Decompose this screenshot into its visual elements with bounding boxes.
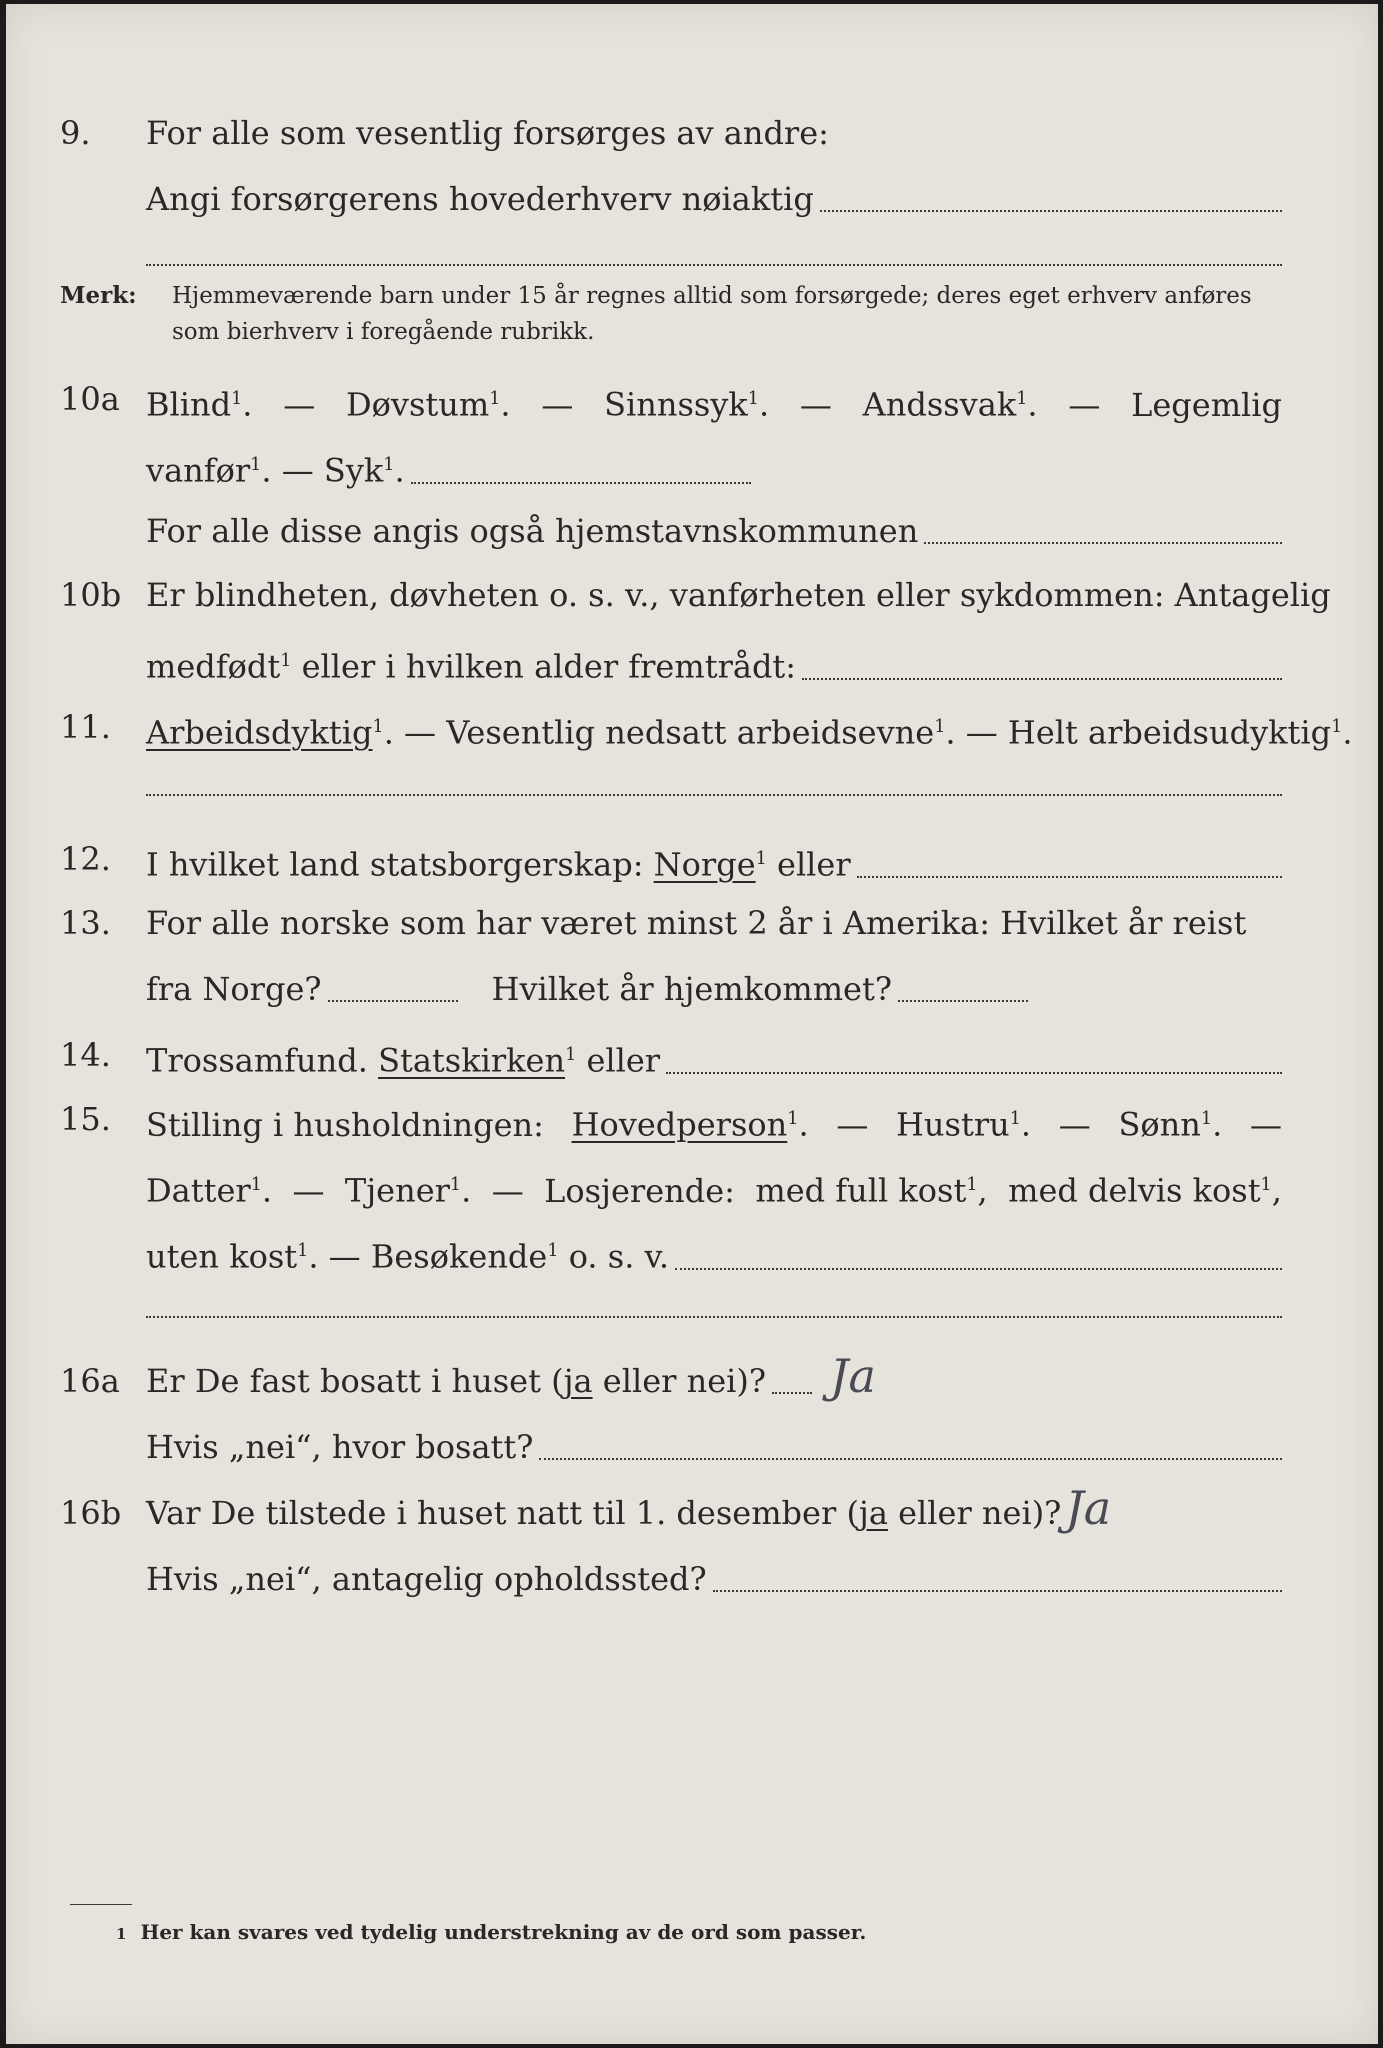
footnote-text: Her kan svares ved tydelig understrekning av de ord som passer. bbox=[140, 1920, 867, 1944]
footnote-rule bbox=[70, 1904, 132, 1905]
q10a-row-2: vanfør$^1$. — Syk$^1$. bbox=[6, 440, 1378, 490]
option-sonn[interactable]: Sønn bbox=[1118, 1105, 1201, 1144]
q10b-row bbox=[6, 570, 1378, 620]
q9-row bbox=[6, 108, 1378, 158]
option-medfodt[interactable]: medfødt bbox=[146, 647, 281, 686]
q11-separator bbox=[146, 794, 1282, 796]
q16b-question-pre: Var De tilstede i huset natt til 1. desember ( bbox=[146, 1494, 859, 1532]
option-hovedperson[interactable]: Hovedperson bbox=[571, 1105, 788, 1144]
q15-question: Stilling i husholdningen: bbox=[146, 1105, 544, 1144]
q16a-question-pre: Er De fast bosatt i huset ( bbox=[146, 1362, 564, 1400]
q14-religion-field[interactable] bbox=[666, 1072, 1282, 1074]
merk-text: Hjemmeværende barn under 15 år regnes alltid som forsørgede; deres eget erhverv anføres som bierhverv i foregående rubrikk. bbox=[172, 283, 1252, 345]
q15-separator bbox=[146, 1316, 1282, 1318]
q14-row: 14. Trossamfund. Statskirken$^1$ eller bbox=[6, 1030, 1378, 1080]
option-legemlig[interactable]: Legemlig bbox=[1131, 385, 1282, 424]
q9-answer-field[interactable] bbox=[820, 210, 1282, 212]
q10b-question-2: eller i hvilken alder fremtrådt: bbox=[301, 647, 797, 686]
q11-number: 11. bbox=[60, 708, 111, 746]
q16a-question-post: eller nei)? bbox=[592, 1362, 767, 1400]
q16b-handwritten-answer[interactable]: Ja bbox=[1065, 1481, 1112, 1535]
q12-country-field[interactable] bbox=[857, 876, 1282, 878]
option-arbeidsdyktig[interactable]: Arbeidsdyktig bbox=[146, 713, 373, 752]
q11-row: 11. Arbeidsdyktig$^1$. — Vesentlig nedsatt arbeidsevne$^1$. — Helt arbeidsudyktig$^1$. bbox=[6, 702, 1378, 752]
q9-separator bbox=[146, 264, 1282, 266]
q10b-question: Er blindheten, døvheten o. s. v., vanførheten eller sykdommen: Antagelig bbox=[146, 576, 1331, 614]
option-vanfor[interactable]: vanfør bbox=[146, 451, 251, 490]
q9-question: For alle som vesentlig forsørges av andre: bbox=[146, 114, 829, 152]
q10b-number: 10b bbox=[60, 576, 122, 614]
q12-eller: eller bbox=[777, 845, 851, 884]
option-besokende[interactable]: Besøkende bbox=[370, 1237, 548, 1276]
q10a-home-municipality-label: For alle disse angis også hjemstavnskommunen bbox=[146, 512, 919, 550]
option-arbeidsudyktig[interactable]: Helt arbeidsudyktig bbox=[1007, 713, 1332, 752]
q16b-number: 16b bbox=[60, 1494, 122, 1532]
option-hustru[interactable]: Hustru bbox=[896, 1105, 1010, 1144]
q16b-row bbox=[6, 1481, 1378, 1538]
option-full-kost[interactable]: med full kost bbox=[755, 1171, 967, 1210]
q16a-hvis-label: Hvis „nei“, hvor bosatt? bbox=[146, 1428, 534, 1466]
q16a-residence-field[interactable] bbox=[539, 1458, 1282, 1460]
q16a-row bbox=[6, 1349, 1378, 1406]
q16a-handwritten-answer[interactable]: Ja bbox=[830, 1349, 876, 1403]
census-form-page bbox=[6, 4, 1378, 2044]
q15-row-3: uten kost$^1$. — Besøkende$^1$ o. s. v. bbox=[6, 1226, 1378, 1276]
option-tjener[interactable]: Tjener bbox=[344, 1171, 450, 1210]
q9-row-2 bbox=[6, 174, 1378, 224]
q13-row-2 bbox=[6, 964, 1378, 1014]
q10a-home-municipality-field[interactable] bbox=[924, 542, 1282, 544]
option-norge[interactable]: Norge bbox=[653, 845, 756, 884]
q10b-row-2: medfødt$^1$ eller i hvilken alder fremtrådt: bbox=[6, 636, 1378, 686]
q10b-age-field[interactable] bbox=[802, 678, 1282, 680]
q14-eller: eller bbox=[586, 1041, 661, 1080]
q13-reist-label: fra Norge? bbox=[146, 970, 322, 1008]
q13-question: For alle norske som har været minst 2 år i Amerika: Hvilket år reist bbox=[146, 904, 1247, 942]
q13-hjemkommet-field[interactable] bbox=[898, 1000, 1028, 1002]
q16b-location-field[interactable] bbox=[713, 1590, 1282, 1592]
q15-other-field[interactable] bbox=[675, 1268, 1282, 1270]
q15-osv: o. s. v. bbox=[568, 1237, 669, 1276]
q15-losjerende: Losjerende: bbox=[544, 1171, 735, 1210]
q10a-row: 10a Blind$^1$. — Døvstum$^1$. — Sinnssyk$^1$. — Andssvak$^1$. — Legemlig bbox=[6, 374, 1378, 424]
option-16b-ja[interactable]: ja bbox=[858, 1494, 888, 1532]
q16b-row-2 bbox=[6, 1554, 1378, 1604]
option-andssvak[interactable]: Andssvak bbox=[862, 385, 1017, 424]
option-uten-kost[interactable]: uten kost bbox=[146, 1237, 298, 1276]
footnote-mark: 1 bbox=[116, 1925, 127, 1943]
option-16a-ja[interactable]: ja bbox=[563, 1362, 593, 1400]
option-blind[interactable]: Blind bbox=[146, 385, 232, 424]
q12-number: 12. bbox=[60, 840, 111, 878]
q10a-illness-field[interactable] bbox=[411, 482, 751, 484]
option-nedsatt-arbeidsevne[interactable]: Vesentlig nedsatt arbeidsevne bbox=[446, 713, 935, 752]
q16a-answer-line bbox=[772, 1392, 812, 1394]
q13-hjemkommet-label: Hvilket år hjemkommet? bbox=[491, 970, 892, 1008]
q14-question: Trossamfund. bbox=[146, 1041, 368, 1080]
option-datter[interactable]: Datter bbox=[146, 1171, 251, 1210]
q14-number: 14. bbox=[60, 1036, 111, 1074]
q10a-number: 10a bbox=[60, 380, 120, 418]
q13-row bbox=[6, 898, 1378, 948]
option-syk[interactable]: Syk bbox=[323, 451, 384, 490]
q13-number: 13. bbox=[60, 904, 111, 942]
q12-row: 12. I hvilket land statsborgerskap: Norge$^1$ eller bbox=[6, 834, 1378, 884]
option-sinnssyk[interactable]: Sinnssyk bbox=[604, 385, 748, 424]
q16b-hvis-label: Hvis „nei“, antagelig opholdssted? bbox=[146, 1560, 707, 1598]
footnote bbox=[116, 1920, 866, 1944]
q16a-row-2 bbox=[6, 1422, 1378, 1472]
q16b-question-post: eller nei)? bbox=[887, 1494, 1062, 1532]
q9-question-2: Angi forsørgerens hovederhverv nøiaktig bbox=[146, 180, 814, 218]
q15-row-2: Datter$^1$. — Tjener$^1$. — Losjerende: med full kost$^1$, med delvis kost$^1$, bbox=[6, 1160, 1378, 1210]
q12-question: I hvilket land statsborgerskap: bbox=[146, 845, 644, 884]
q10a-row-3 bbox=[6, 506, 1378, 556]
option-statskirken[interactable]: Statskirken bbox=[378, 1041, 566, 1080]
q16a-number: 16a bbox=[60, 1362, 120, 1400]
q13-reist-field[interactable] bbox=[328, 1000, 458, 1002]
merk-label: Merk: bbox=[60, 282, 137, 309]
q15-row: 15. Stilling i husholdningen: Hovedperson$^1$. — Hustru$^1$. — Sønn$^1$. — bbox=[6, 1094, 1378, 1144]
q15-number: 15. bbox=[60, 1100, 111, 1138]
q9-number: 9. bbox=[60, 114, 91, 152]
option-dovstum[interactable]: Døvstum bbox=[345, 385, 490, 424]
option-delvis-kost[interactable]: med delvis kost bbox=[1008, 1171, 1261, 1210]
